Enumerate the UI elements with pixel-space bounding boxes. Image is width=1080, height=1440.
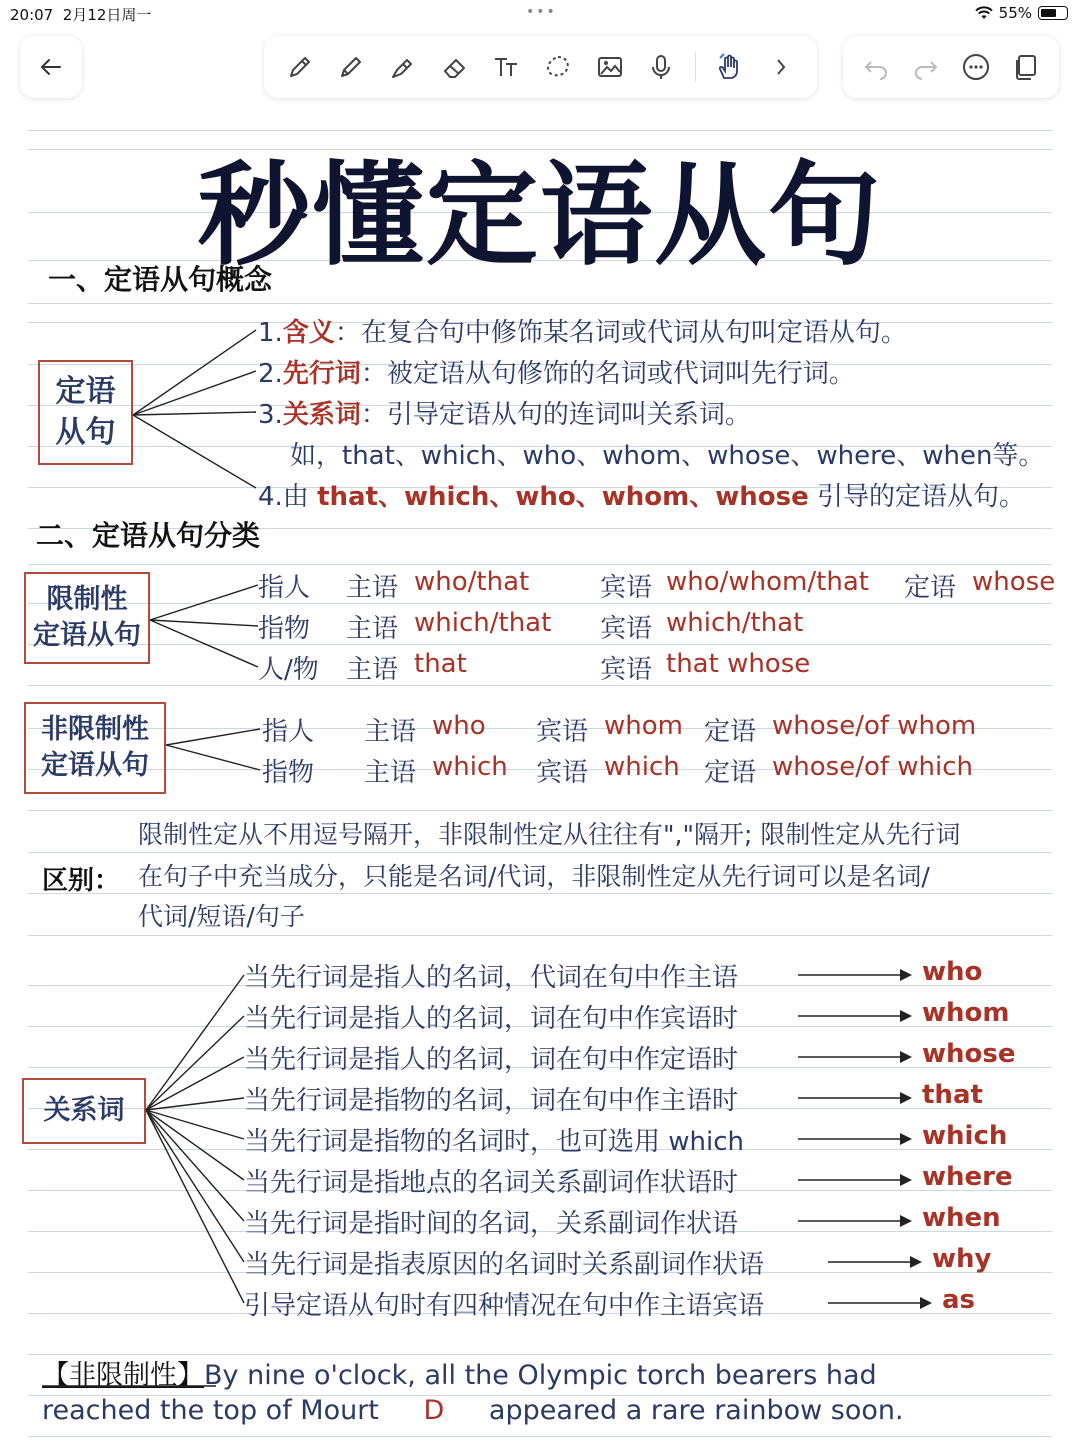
pages-button[interactable]: [1008, 49, 1044, 85]
microphone-tool[interactable]: [643, 49, 679, 85]
touch-draw-tool[interactable]: [711, 49, 747, 85]
relative-rule-text: 当先行词是指时间的名词，关系副词作状语: [244, 1209, 739, 1239]
nonrestrictive-box: 非限制性 定语从句: [24, 702, 166, 794]
object-value: which: [604, 752, 680, 782]
object-value: who/whom/that: [666, 567, 869, 597]
ruled-line: [28, 1436, 1052, 1437]
image-tool[interactable]: [592, 49, 628, 85]
example-line-1: 【非限制性】By nine o'clock, all the Olympic torch bearers had: [42, 1360, 877, 1391]
restrictive-row: [0, 649, 1080, 685]
wifi-icon: [975, 6, 993, 20]
relatives-fan-line: [146, 1110, 244, 1139]
attributive-label: 定语: [904, 573, 957, 603]
pencil-icon: [336, 52, 366, 82]
lasso-icon: [543, 52, 573, 82]
subject-label: 主语: [346, 614, 399, 644]
arrowhead-icon: [900, 1174, 912, 1186]
concept-example: 如，that、which、who、whom、whose、where、when等。: [290, 441, 1045, 471]
editor-toolbar: [0, 36, 1080, 100]
relative-rule-text: 当先行词是指表原因的名词时关系副词作状语: [244, 1250, 765, 1280]
relative-rule-text: 当先行词是指人的名词，词在句中作定语时: [244, 1045, 739, 1075]
row-type-label: 指人: [258, 573, 311, 603]
subject-value: who/that: [414, 567, 530, 597]
subject-value: which: [432, 752, 508, 782]
relative-answer: whose: [922, 1039, 1016, 1069]
concept-fan-line: [133, 415, 256, 488]
example-tag: 【非限制性】: [42, 1360, 204, 1391]
ruled-line: [28, 644, 1052, 645]
concept-fan-line: [133, 330, 256, 415]
relatives-fan-line: [146, 1016, 244, 1110]
restrictive-row: [0, 608, 1080, 644]
undo-icon: [861, 52, 891, 82]
eraser-tool[interactable]: [437, 49, 473, 85]
object-label: 宾语: [600, 573, 653, 603]
object-value: whom: [604, 711, 683, 741]
difference-label: 区别：: [42, 866, 121, 896]
relative-rule-text: 当先行词是指人的名词，代词在句中作主语: [244, 963, 739, 993]
battery-icon: [1038, 6, 1068, 20]
ruled-line: [28, 685, 1052, 686]
attributive-value: whose: [972, 567, 1056, 597]
ruled-line: [28, 564, 1052, 565]
attributive-label: 定语: [704, 758, 757, 788]
object-label: 宾语: [600, 655, 653, 685]
section-heading-types: 二、定语从句分类: [36, 519, 261, 552]
attributive-value: whose/of whom: [772, 711, 977, 741]
relatives-fan-line: [146, 1110, 244, 1262]
object-label: 宾语: [600, 614, 653, 644]
difference-line-2: 在句子中充当成分，只能是名词/代词，非限制性定从先行词可以是名词/: [138, 862, 930, 891]
difference-line-1: 限制性定从不用逗号隔开，非限制性定从往往有","隔开; 限制性定从先行词: [138, 820, 961, 849]
arrowhead-icon: [900, 1010, 912, 1022]
relative-rule-text: 引导定语从句时有四种情况在句中作主语宾语: [244, 1291, 765, 1321]
arrowhead-icon: [900, 969, 912, 981]
row-type-label: 人/物: [258, 655, 319, 685]
ruled-line: [28, 603, 1052, 604]
text-icon: [491, 52, 521, 82]
arrowhead-icon: [910, 1256, 922, 1268]
relatives-fan-line: [146, 1057, 244, 1110]
concept-fan-line: [133, 412, 256, 415]
relatives-fan-line: [146, 1110, 244, 1221]
subject-value: who: [432, 711, 486, 741]
undo-button[interactable]: [858, 49, 894, 85]
arrowhead-icon: [900, 1051, 912, 1063]
microphone-icon: [646, 52, 676, 82]
pen-tool[interactable]: [282, 49, 318, 85]
status-right: [975, 4, 1068, 22]
attributive-label: 定语: [704, 717, 757, 747]
subject-value: that: [414, 649, 467, 679]
object-label: 宾语: [536, 758, 589, 788]
relative-answer: that: [922, 1080, 983, 1110]
more-options-button[interactable]: [958, 49, 994, 85]
battery-percent: 55%: [998, 4, 1032, 22]
back-button[interactable]: [20, 36, 82, 98]
ruled-line: [28, 303, 1052, 304]
nonrestrictive-row: [0, 711, 1080, 747]
attributive-value: whose/of which: [772, 752, 974, 782]
row-type-label: 指人: [262, 717, 315, 747]
redo-button[interactable]: [908, 49, 944, 85]
arrowhead-icon: [920, 1297, 932, 1309]
relative-answer: who: [922, 957, 983, 987]
subject-label: 主语: [346, 655, 399, 685]
restrictive-box: 限制性 定语从句: [24, 572, 150, 664]
concept-item-1: 1.含义：在复合句中修饰某名词或代词从句叫定语从句。: [258, 318, 907, 348]
relative-answer: as: [942, 1285, 976, 1315]
relative-rule-text: 当先行词是指人的名词，词在句中作宾语时: [244, 1004, 739, 1034]
difference-line-3: 代词/短语/句子: [138, 902, 305, 931]
relative-answer: where: [922, 1162, 1013, 1192]
relative-answer: when: [922, 1203, 1001, 1233]
relative-rule-text: 当先行词是指物的名词，词在句中作主语时: [244, 1086, 739, 1116]
highlighter-tool[interactable]: [385, 49, 421, 85]
document-actions: [843, 36, 1059, 98]
status-time: 20:07 2月12日周一: [10, 6, 152, 24]
relatives-fan-line: [146, 975, 244, 1110]
concept-fan-line: [133, 371, 256, 415]
relative-rule-text: 当先行词是指地点的名词关系副词作状语时: [244, 1168, 739, 1198]
subject-label: 主语: [364, 717, 417, 747]
back-arrow-icon: [38, 54, 64, 80]
relative-answer: why: [932, 1244, 992, 1274]
relatives-fan-line: [146, 1110, 244, 1303]
pencil-tool[interactable]: [333, 49, 369, 85]
highlighter-icon: [388, 52, 418, 82]
status-bar: [0, 0, 1080, 28]
section-heading-concept: 一、定语从句概念: [48, 263, 273, 296]
ruled-line: [28, 810, 1052, 811]
ellipsis-circle-icon: [961, 52, 991, 82]
row-type-label: 指物: [262, 758, 315, 788]
relatives-fan-line: [146, 1110, 244, 1180]
arrowhead-icon: [900, 1215, 912, 1227]
text-tool[interactable]: [488, 49, 524, 85]
multitask-dots[interactable]: •••: [526, 4, 557, 20]
subject-value: which/that: [414, 608, 552, 638]
relative-answer: whom: [922, 998, 1010, 1028]
concept-item-3: 3.关系词：引导定语从句的连词叫关系词。: [258, 400, 751, 430]
arrowhead-icon: [900, 1133, 912, 1145]
nonrestrictive-row: [0, 752, 1080, 788]
restrictive-row: [0, 567, 1080, 603]
drawing-tools: [264, 36, 817, 98]
lasso-tool[interactable]: [540, 49, 576, 85]
hand-icon: [714, 52, 744, 82]
pen-icon: [285, 52, 315, 82]
eraser-icon: [440, 52, 470, 82]
concept-item-2: 2.先行词：被定语从句修饰的名词或代词叫先行词。: [258, 359, 855, 389]
toolbar-separator: [695, 52, 696, 82]
object-label: 宾语: [536, 717, 589, 747]
more-tools-button[interactable]: [763, 49, 799, 85]
object-value: which/that: [666, 608, 804, 638]
pages-icon: [1011, 52, 1041, 82]
object-value: that whose: [666, 649, 811, 679]
concept-box: 定语 从句: [38, 360, 133, 465]
chevron-right-icon: [766, 52, 796, 82]
row-type-label: 指物: [258, 614, 311, 644]
relative-answer: which: [922, 1121, 1008, 1151]
page-title: 秒懂定语从句: [198, 151, 882, 281]
example-answer: D: [423, 1395, 445, 1426]
image-icon: [595, 52, 625, 82]
example-line-2: reached the top of Mourt D appeared a rare rainbow soon.: [42, 1395, 904, 1426]
relatives-box: 关系词: [22, 1078, 146, 1144]
subject-label: 主语: [346, 573, 399, 603]
subject-label: 主语: [364, 758, 417, 788]
relative-rule-text: 当先行词是指物的名词时，也可选用 which: [244, 1127, 745, 1157]
concept-item-4: 4.由 that、which、who、whom、whose 引导的定语从句。: [258, 482, 1025, 512]
redo-icon: [911, 52, 941, 82]
arrowhead-icon: [900, 1092, 912, 1104]
